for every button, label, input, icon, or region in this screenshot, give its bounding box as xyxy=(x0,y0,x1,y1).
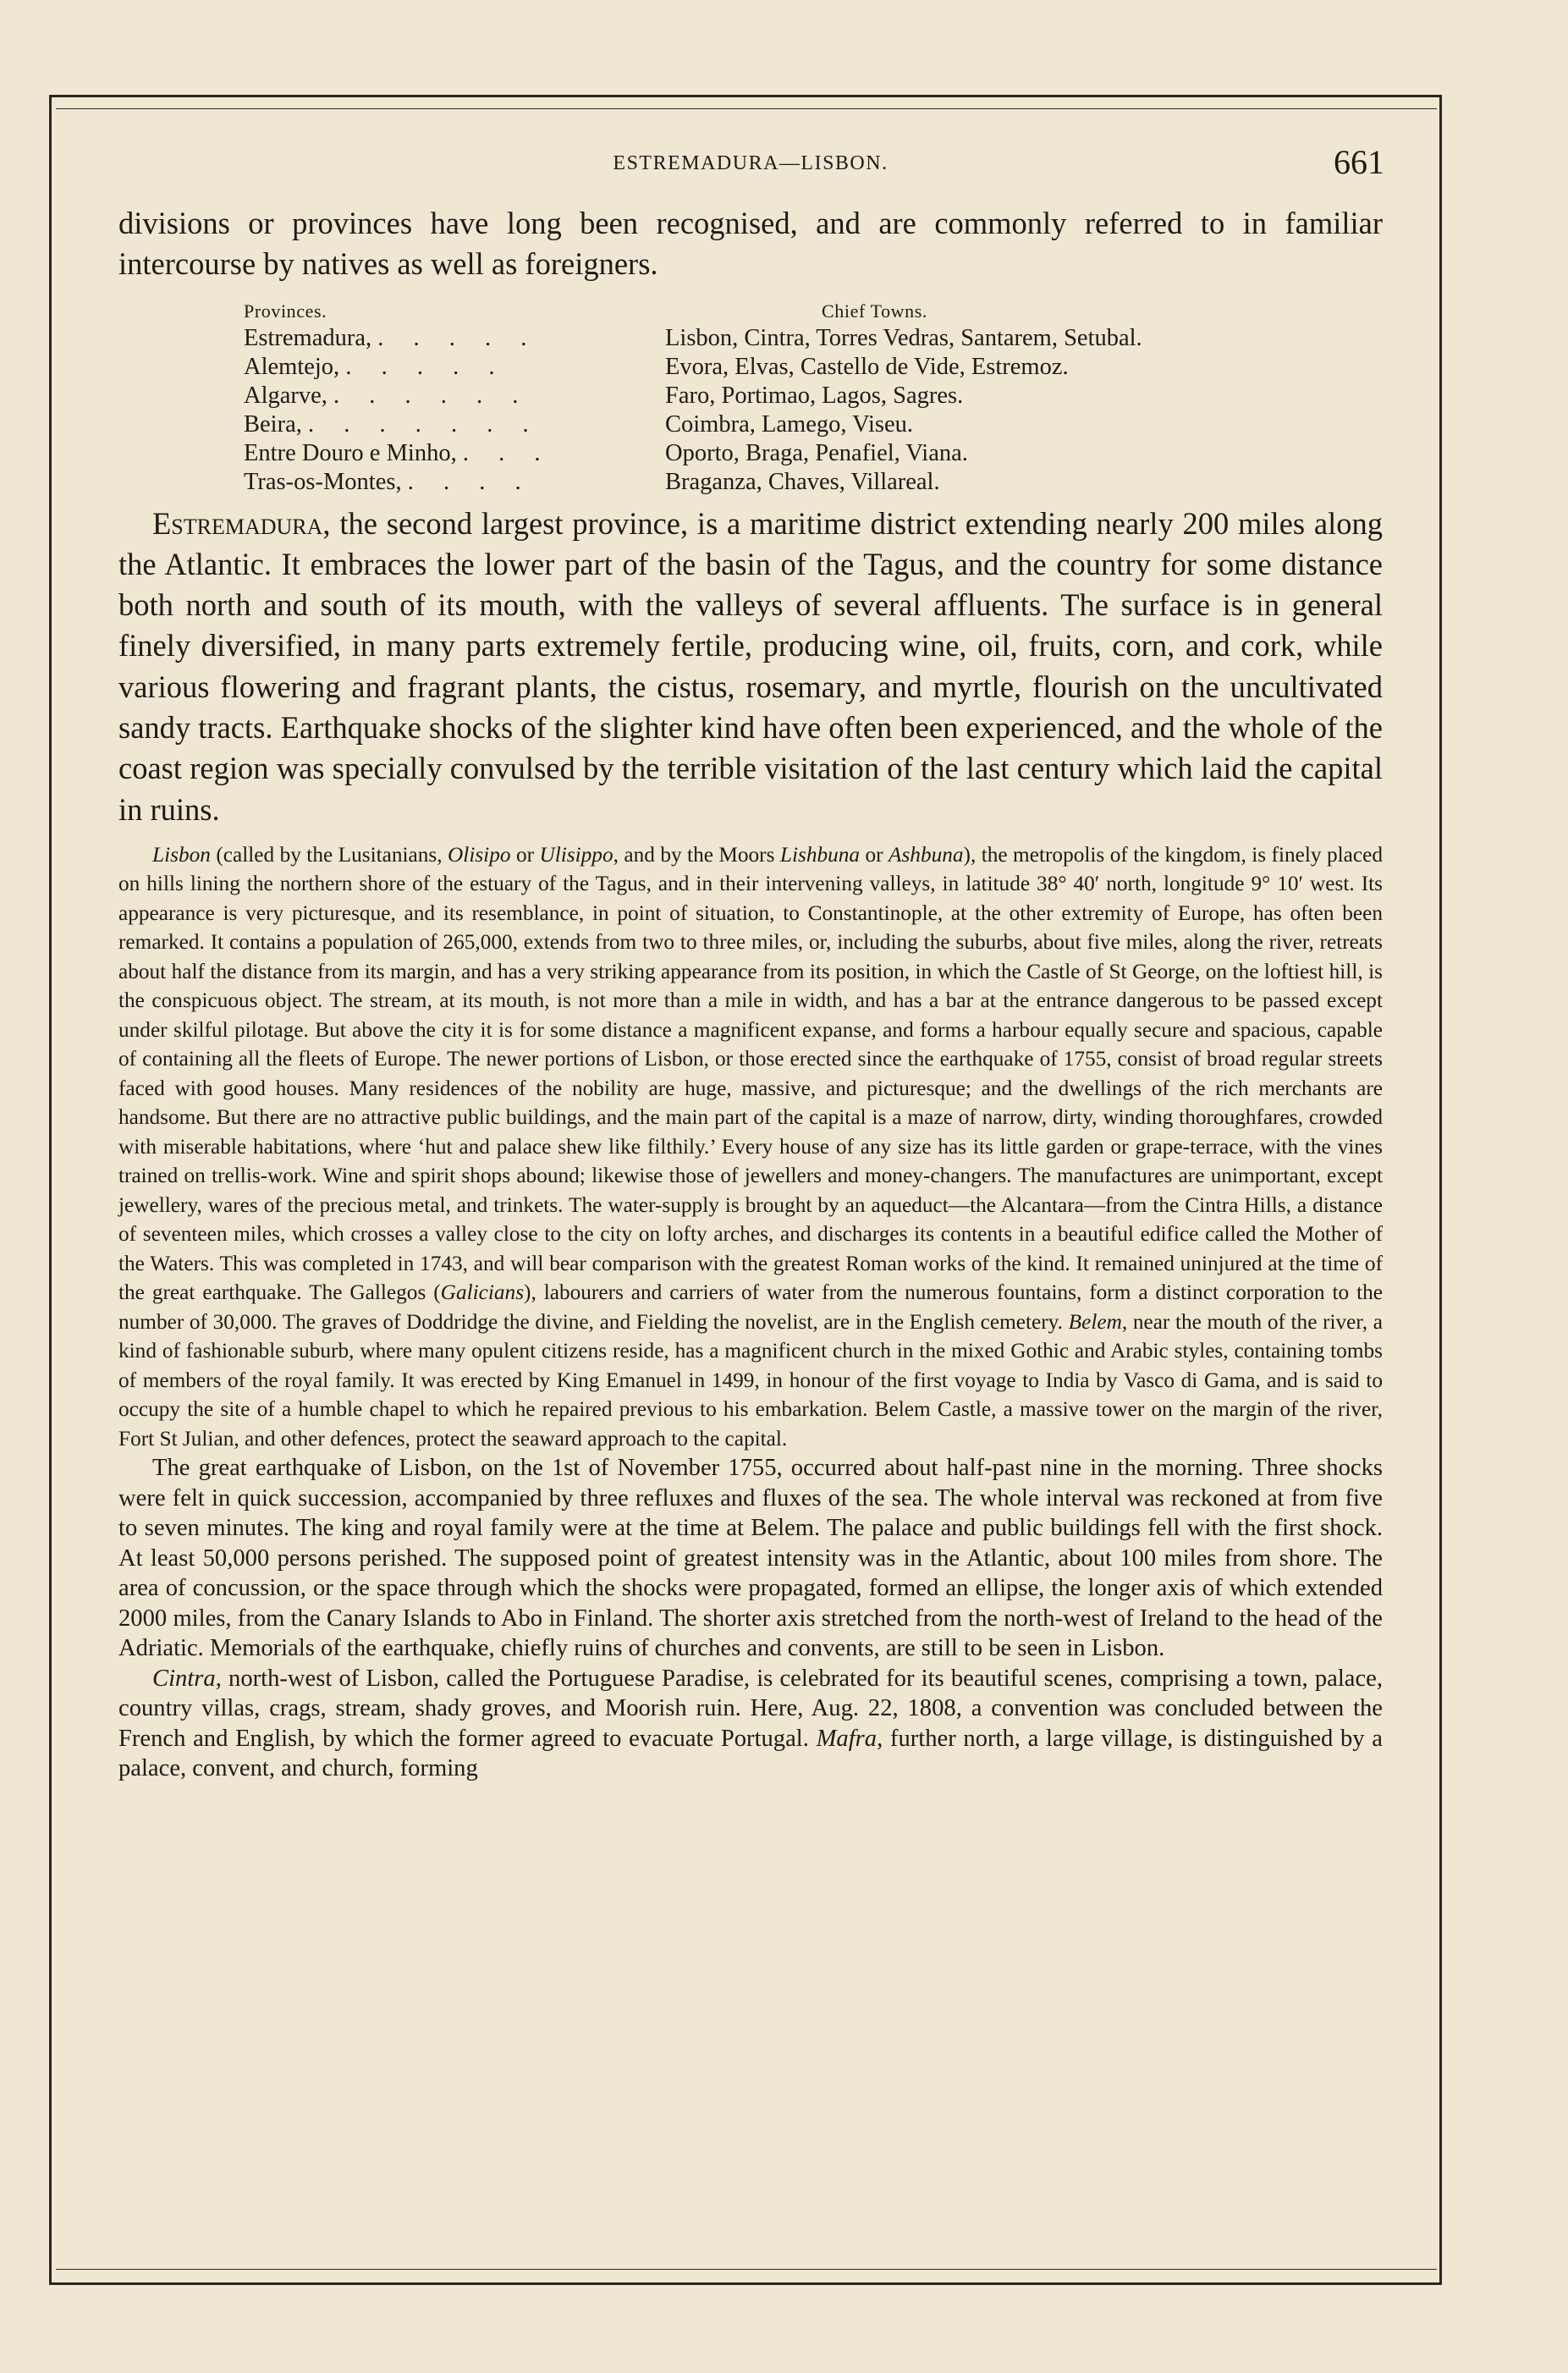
leader-dots: . . . . . . . xyxy=(307,410,541,438)
col-provinces: Provinces. xyxy=(244,300,327,322)
chief-towns: Lisbon, Cintra, Torres Vedras, Santarem, Setubal. xyxy=(665,324,1142,351)
leader-dots: . . . . xyxy=(407,468,533,495)
table-row xyxy=(118,353,1142,382)
table-row xyxy=(118,324,1142,353)
leader-dots: . . . . . . xyxy=(333,382,531,409)
province-name: Entre Douro e Minho, xyxy=(244,439,457,466)
chief-towns: Oporto, Braga, Penafiel, Viana. xyxy=(665,439,968,466)
province-name: Alemtejo, xyxy=(244,353,340,380)
province-name: Estremadura, xyxy=(244,324,372,351)
leader-dots: . . . xyxy=(462,439,553,466)
running-head: ESTREMADURA—LISBON. xyxy=(613,152,889,174)
cintra-name: Cintra xyxy=(152,1665,216,1692)
page-header xyxy=(118,143,1384,203)
mafra-name: Mafra xyxy=(816,1725,878,1752)
chief-towns: Braganza, Chaves, Villareal. xyxy=(665,468,940,495)
lisbon-paragraph: Lisbon (called by the Lusitanians, Olisipo or Ulisippo, and by the Moors Lishbuna or Ashbuna), the metropolis of the kingdom, is finely placed on hills lining the northern shore of the estuary of the Tagus, and in their intervening valleys, in latitude 38° 40′ north, longitude 9° 10′ west. Its appearance is very picturesque, and its resemblance, in point of situation, to Constantinople, at the other extremity of Europe, has often been remarked. It contains a population of 265,000, extends from two to three miles, or, including the suburbs, about five miles, along the river, retreats about half the distance from its margin, and has a very striking appearance from its position, in which the Castle of St George, on the loftiest hill, is the conspicuous object. The stream, at its mouth, is not more than a mile in width, and has a bar at the entrance dangerous to be passed except under skilful pilotage. But above the city it is for some distance a magnificent expanse, and forms a harbour equally secure and spacious, capable of containing all the fleets of Europe. The newer portions of Lisbon, or those erected since the earthquake of 1755, consist of broad regular streets faced with good houses. Many residences of the nobility are huge, massive, and picturesque; and the dwellings of the rich merchants are handsome. But there are no attractive public buildings, and the main part of the capital is a maze of narrow, dirty, winding thoroughfares, crowded with miserable habitations, where ‘hut and palace shew like filthily.’ Every house of any size has its little garden or grape-terrace, with the vines trained on trellis-work. Wine and spirit shops abound; likewise those of jewellers and money-changers. The manufactures are unimportant, except jewellery, wares of the precious metal, and trinkets. The water-supply is brought by an aqueduct—the Alcantara—from the Cintra Hills, a distance of seventeen miles, which crosses a valley close to the city on lofty arches, and discharges its contents in a beautiful edifice called the Mother of the Waters. This was completed in 1743, and will bear comparison with the greatest Roman works of the kind. It remained uninjured at the time of the great earthquake. The Gallegos (Galicians), labourers and carriers of water from the numerous fountains, form a distinct corporation to the number of 30,000. The graves of Doddridge the divine, and Fielding the novelist, are in the English cemetery. Belem, near the mouth of the river, a kind of fashionable suburb, where many opulent citizens reside, has a magnificent church in the mixed Gothic and Arabic styles, containing tombs of members of the royal family. It was erected by King Emanuel in 1499, in honour of the first voyage to India by Vasco di Gama, and is said to occupy the site of a humble chapel to which he repaired previous to his embarkation. Belem Castle, a massive tower on the margin of the river, Fort St Julian, and other defences, protect the seaward approach to the capital. xyxy=(118,842,1383,1451)
cintra-paragraph: Cintra, north-west of Lisbon, called the Portuguese Paradise, is celebrated for its beautiful scenes, comprising a town, palace, country villas, crags, stream, shady groves, and Moorish ruin. Here, Aug. 22, 1808, a convention was concluded between the French and English, by which the former agreed to evacuate Portugal. Mafra, further north, a large village, is distinguished by a palace, convent, and church, forming xyxy=(118,1665,1383,1782)
province-name: Algarve, xyxy=(244,382,327,409)
intro-paragraph: divisions or provinces have long been recognised, and are commonly referred to in familiar intercourse by natives as well as foreigners. xyxy=(118,206,1383,282)
estremadura-lead: Estremadura, xyxy=(152,505,331,541)
col-chief-towns: Chief Towns. xyxy=(822,300,928,322)
chief-towns: Faro, Portimao, Lagos, Sagres. xyxy=(665,382,964,409)
province-name: Tras-os-Montes, xyxy=(244,468,402,495)
page-content xyxy=(118,143,1384,1784)
earthquake-paragraph: The great earthquake of Lisbon, on the 1st of November 1755, occurred about half-past nine in the morning. Three shocks were felt in quick succession, accompanied by three refluxes and fluxes of the sea. The whole interval was reckoned at from five to seven minutes. The king and royal family were at the time at Belem. The palace and public buildings fell with the first shock. At least 50,000 persons perished. The supposed point of greatest intensity was in the Atlantic, about 100 miles from shore. The area of concussion, or the space through which the shocks were propagated, formed an ellipse, the longer axis of which extended 2000 miles, from the Canary Islands to Abo in Finland. The shorter axis stretched from the north-west of Ireland to the head of the Adriatic. Memorials of the earthquake, chiefly ruins of churches and convents, are still to be seen in Lisbon. xyxy=(118,1455,1383,1662)
lisbon-name: Lisbon xyxy=(152,842,211,867)
leader-dots: . . . . . xyxy=(377,324,539,351)
table-row xyxy=(118,439,1142,468)
table-row xyxy=(118,382,1142,410)
province-name: Beira, xyxy=(244,410,302,438)
estremadura-paragraph xyxy=(118,504,1383,830)
estremadura-text: the second largest province, is a maritime district extending nearly 200 miles along the Atlantic. It embraces the lower part of the basin of the Tagus, and the country for some distance both north and south of its mouth, with the valleys of several affluents. The surface is in general finely diversified, in many parts extremely fertile, producing wine, oil, fruits, corn, and cork, while various flowering and fragrant plants, the cistus, rosemary, and myrtle, flourish on the uncultivated sandy tracts. Earthquake shocks of the slighter kind have often been experienced, and the whole of the coast region was specially convulsed by the terrible visitation of the last century which laid the capital in ruins. xyxy=(118,505,1383,827)
table-row xyxy=(118,410,1142,439)
leader-dots: . . . . . xyxy=(345,353,507,380)
provinces-table xyxy=(118,300,1142,497)
table-header-row xyxy=(118,300,1142,324)
page-number: 661 xyxy=(1334,143,1384,181)
table-row xyxy=(118,468,1142,497)
chief-towns: Coimbra, Lamego, Viseu. xyxy=(665,410,914,438)
chief-towns: Evora, Elvas, Castello de Vide, Estremoz. xyxy=(665,353,1069,380)
